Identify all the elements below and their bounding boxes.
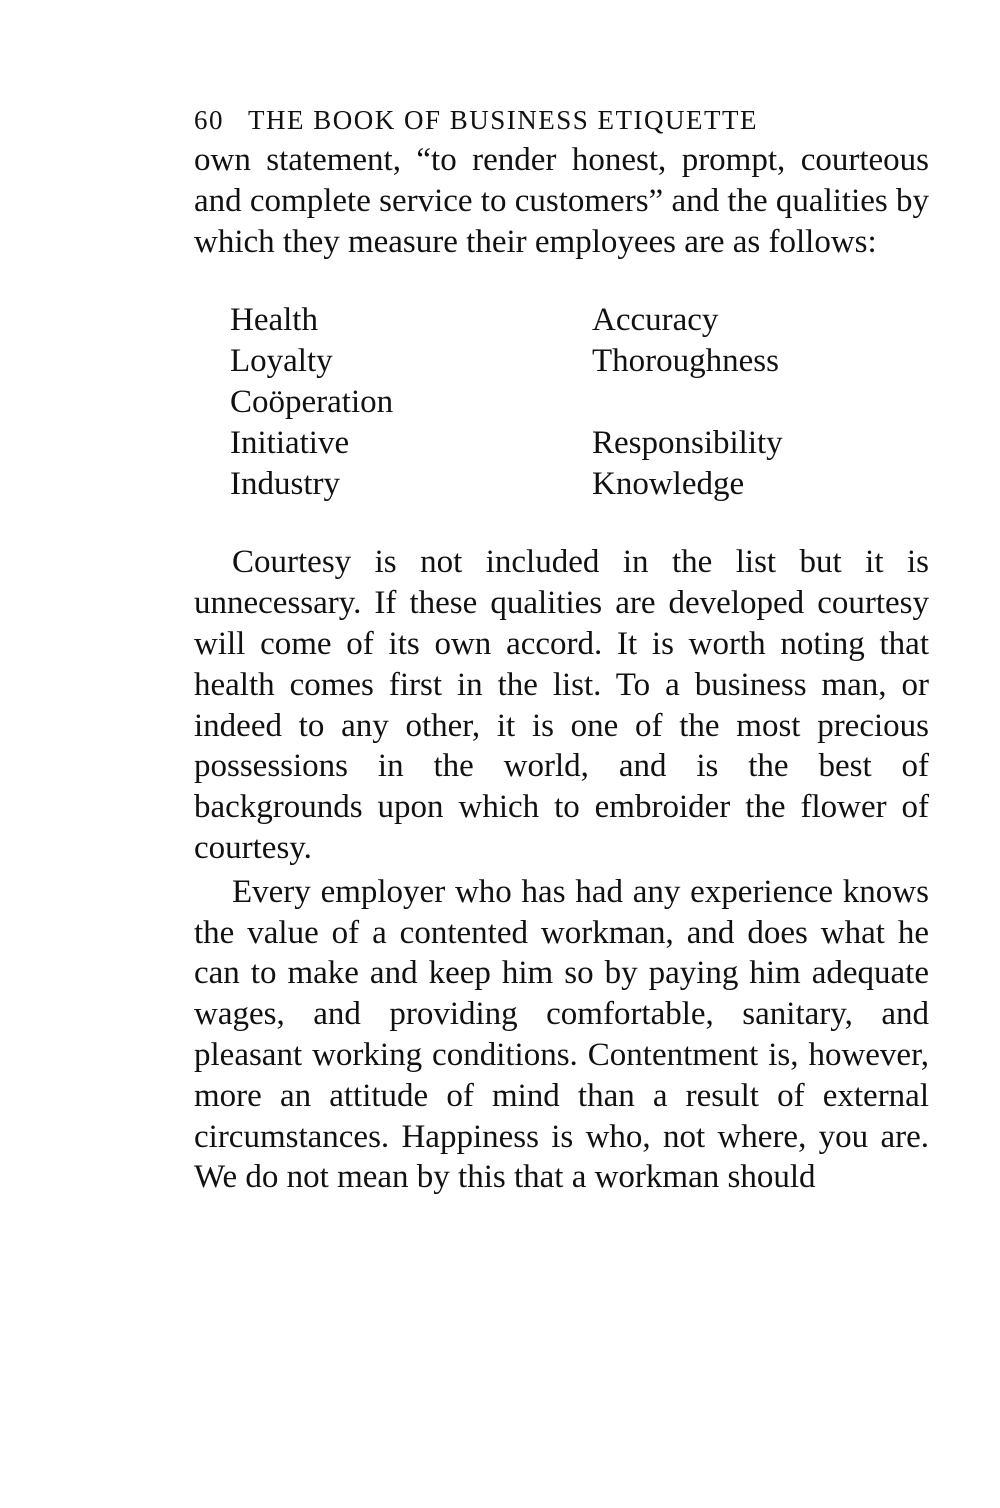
qualities-right-column — [592, 300, 783, 504]
quality-item: Coöperation — [230, 383, 394, 420]
quality-item: Thoroughness — [592, 343, 779, 380]
book-page — [194, 100, 929, 1198]
paragraph-employer: Every employer who has had any experience knows the value of a contented workman, and does what he can to make and keep him so by paying him adequate wages, and providing comfortable, sanitary, and pleasant working conditions. Contentment is, however, more an attitude of mind than a result of external circumstances. Happiness is who, not where, you are. We do not mean by this that a workman should — [194, 873, 929, 1196]
qualities-left-column — [230, 300, 393, 504]
quality-item: Health — [230, 302, 318, 339]
paragraph-courtesy: Courtesy is not included in the list but it is unnecessary. If these qualities are developed courtesy will come of its own accord. It is worth noting that health comes first in the list. To a business man, or indeed to any other, it is one of the most precious possessions in the world, and is the best of backgrounds upon which to embroider the flower of courtesy. — [194, 544, 929, 866]
qualities-list — [194, 300, 929, 504]
column-gap — [592, 382, 783, 423]
quality-item: Initiative — [230, 424, 350, 461]
quality-item: Knowledge — [592, 465, 745, 502]
quality-item: Responsibility — [592, 424, 783, 461]
quality-item: Industry — [230, 465, 340, 502]
paragraph-opening: own statement, “to render honest, prompt, courteous and complete service to customers” and the qualities by which they measure their employees are as follows: — [194, 142, 929, 260]
quality-item: Loyalty — [230, 343, 333, 380]
quality-item: Accuracy — [592, 302, 719, 339]
running-title: THE BOOK OF BUSINESS ETIQUETTE — [248, 105, 758, 135]
page-number: 60 — [194, 105, 224, 135]
running-head — [194, 100, 929, 140]
